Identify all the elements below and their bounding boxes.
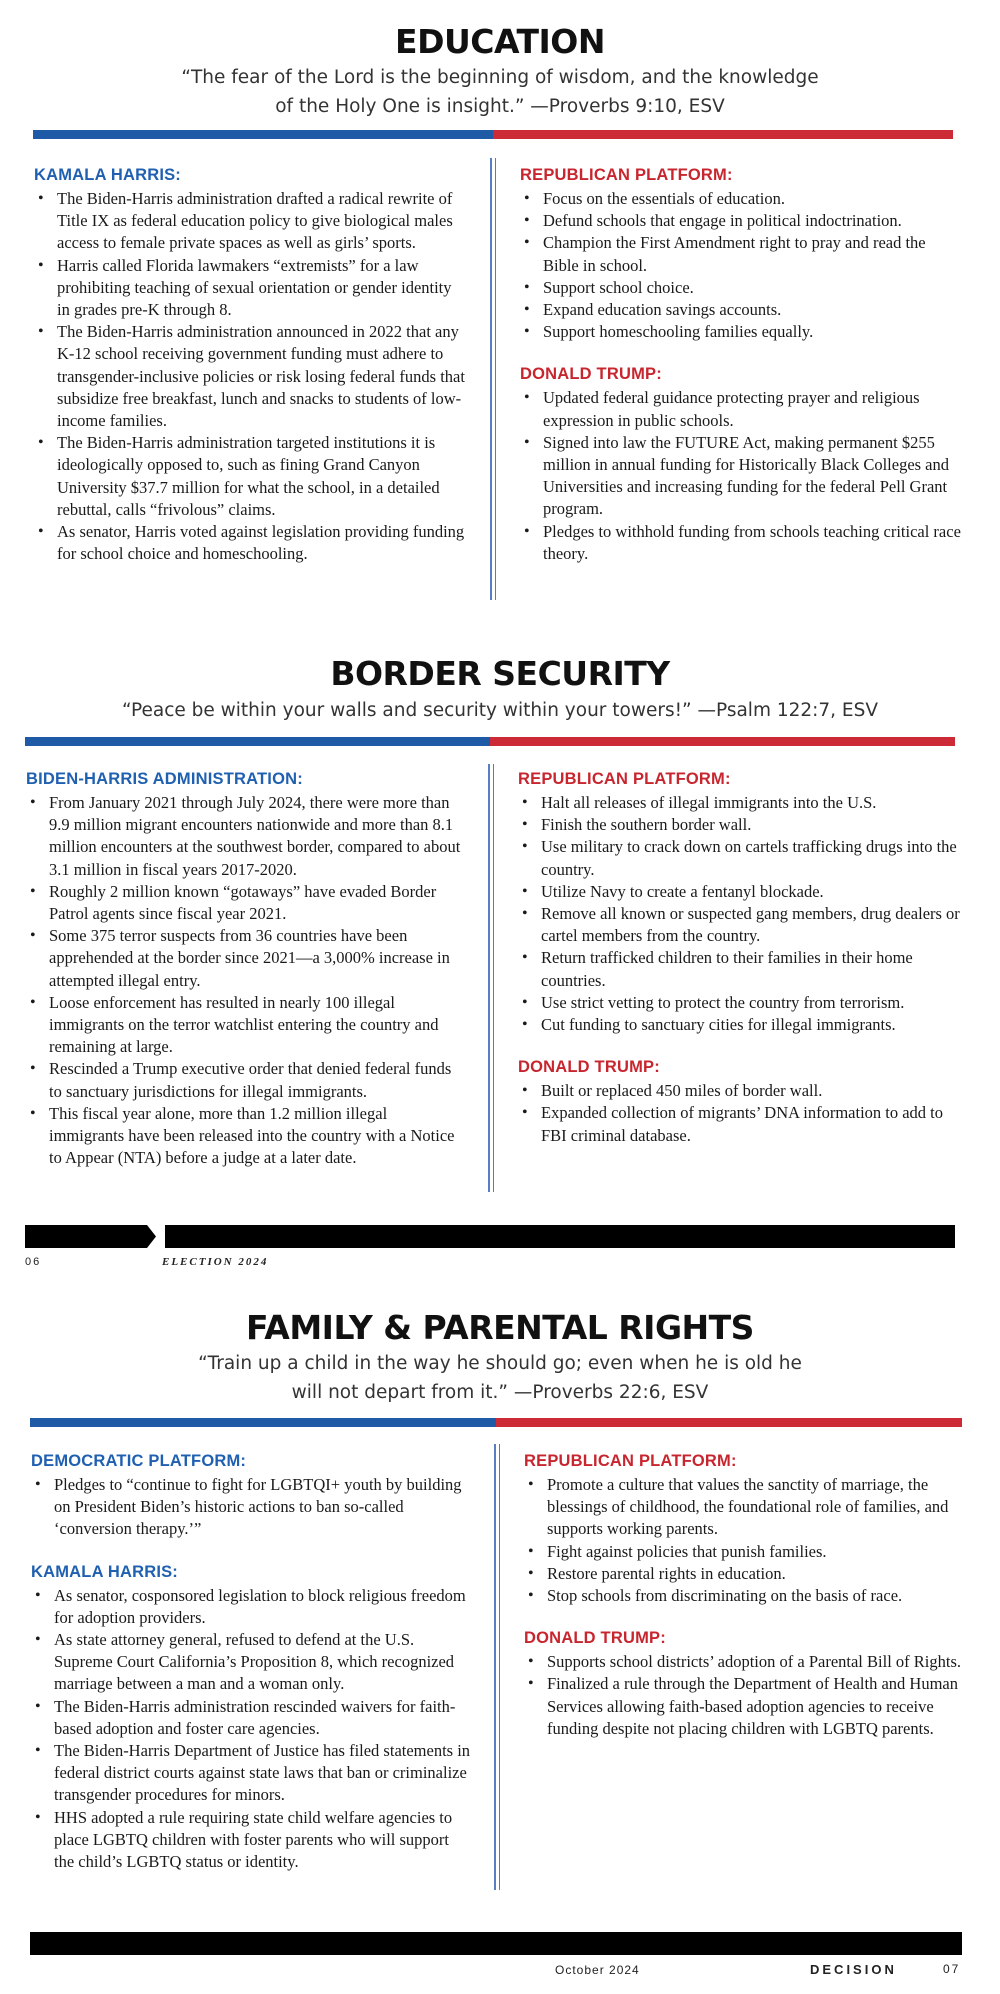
border-quote-line1: “Peace be within your walls and security within your towers!” —Psalm 122:7, ESV (121, 700, 879, 721)
education-column-divider (490, 158, 496, 600)
footer-magazine-name: DECISION (810, 1962, 897, 1977)
bullet-item: • Stop schools from discriminating on the basis of race. (547, 1585, 966, 1607)
bullet-item: • The Biden-Harris administration announced in 2022 that any K-12 school receiving government funding must adhere to transgender-inclusive policies or risk losing federal funds that subsidize free breakfast, lunch and snacks to students of low-income families. (57, 321, 466, 432)
bullet-item: • Built or replaced 450 miles of border wall. (541, 1080, 964, 1102)
family-quote-line1: “Train up a child in the way he should go; even when he is old he (198, 1353, 802, 1374)
bullet-item: • Expand education savings accounts. (543, 299, 962, 321)
footer-page-number-left: 06 (25, 1256, 42, 1268)
bullet-list (31, 1585, 471, 1874)
bullet-item: • This fiscal year alone, more than 1.2 million illegal immigrants have been released into the country with a Notice to Appear (NTA) before a judge at a later date. (49, 1103, 464, 1170)
border-color-rule (25, 737, 955, 746)
bullet-item: • Cut funding to sanctuary cities for illegal immigrants. (541, 1014, 964, 1036)
bullet-list (34, 188, 466, 565)
bullet-item: • Updated federal guidance protecting prayer and religious expression in public schools. (543, 387, 962, 431)
family-title: FAMILY & PARENTAL RIGHTS (246, 1308, 754, 1347)
bullet-item: • Pledges to withhold funding from schools teaching critical race theory. (543, 521, 962, 565)
bullet-item: • Pledges to “continue to fight for LGBTQI+ youth by building on President Biden’s historic actions to ban so-called ‘conversion therapy.’” (54, 1474, 471, 1541)
bullet-list (26, 792, 464, 1169)
border-right-column (518, 770, 964, 1147)
group-heading: DONALD TRUMP: (518, 1058, 660, 1077)
bullet-item: • Finalized a rule through the Department of Health and Human Services allowing faith-based adoption agencies to receive funding despite not placing children with LGBTQ parents. (547, 1673, 966, 1740)
bullet-list (524, 1474, 966, 1607)
family-column-divider (494, 1444, 500, 1890)
education-quote (0, 63, 1000, 121)
bullet-item: • The Biden-Harris administration drafted a radical rewrite of Title IX as federal education policy to give biological males access to female private spaces as well as girls’ sports. (57, 188, 466, 255)
bullet-item: • From January 2021 through July 2024, there were more than 9.9 million migrant encounters nationwide and more than 8.1 million encounters at the southwest border, compared to about 3.1 million in fiscal years 2017-2020. (49, 792, 464, 881)
group-heading: BIDEN-HARRIS ADMINISTRATION: (26, 770, 303, 788)
bullet-item: • As state attorney general, refused to defend at the U.S. Supreme Court California’s Proposition 8, which recognized marriage between a man and a woman only. (54, 1629, 471, 1696)
bullet-item: • Support homeschooling families equally. (543, 321, 962, 343)
bullet-item: • Champion the First Amendment right to pray and read the Bible in school. (543, 232, 962, 276)
bullet-list (518, 792, 964, 1036)
education-title: EDUCATION (395, 22, 605, 61)
group-heading: DONALD TRUMP: (524, 1629, 666, 1648)
bullet-item: • Return trafficked children to their families in their home countries. (541, 947, 964, 991)
bullet-item: • Roughly 2 million known “gotaways” have evaded Border Patrol agents since fiscal year 2021. (49, 881, 464, 925)
bullet-list (524, 1651, 966, 1740)
footer-publication-label: ELECTION 2024 (162, 1256, 269, 1268)
group-spacer (524, 1607, 966, 1629)
family-color-rule (30, 1418, 962, 1427)
group-heading: REPUBLICAN PLATFORM: (520, 166, 733, 184)
education-section (0, 0, 1000, 610)
bullet-item: • Utilize Navy to create a fentanyl blockade. (541, 881, 964, 903)
bullet-item: • Finish the southern border wall. (541, 814, 964, 836)
footer-bar-bottom (30, 1932, 962, 1955)
border-column-divider (488, 764, 494, 1192)
bullet-item: • The Biden-Harris administration rescinded waivers for faith-based adoption and foster care agencies. (54, 1696, 471, 1740)
education-quote-line2: of the Holy One is insight.” —Proverbs 9:10, ESV (275, 96, 725, 117)
bullet-list (518, 1080, 964, 1147)
bullet-item: • Loose enforcement has resulted in nearly 100 illegal immigrants on the terror watchlist entering the country and remaining at large. (49, 992, 464, 1059)
bullet-item: • The Biden-Harris administration targeted institutions it is ideologically opposed to, such as fining Grand Canyon University $37.7 million for what the school, in a detailed rebuttal, calls “frivolous” claims. (57, 432, 466, 521)
group-heading: DONALD TRUMP: (520, 365, 662, 384)
group-heading: REPUBLICAN PLATFORM: (524, 1452, 737, 1470)
bullet-item: • Rescinded a Trump executive order that denied federal funds to sanctuary jurisdictions for illegal immigrants. (49, 1058, 464, 1102)
education-left-column (34, 166, 466, 565)
border-title: BORDER SECURITY (330, 654, 670, 693)
bullet-item: • Use strict vetting to protect the country from terrorism. (541, 992, 964, 1014)
group-heading: REPUBLICAN PLATFORM: (518, 770, 731, 788)
family-quote-line2: will not depart from it.” —Proverbs 22:6, ESV (291, 1382, 709, 1403)
group-spacer (31, 1541, 471, 1563)
family-right-column (524, 1452, 966, 1740)
bullet-item: • Expanded collection of migrants’ DNA information to add to FBI criminal database. (541, 1102, 964, 1146)
group-heading: DEMOCRATIC PLATFORM: (31, 1452, 247, 1470)
group-spacer (520, 343, 962, 365)
border-left-column (26, 770, 464, 1169)
bullet-item: • Signed into law the FUTURE Act, making permanent $255 million in annual funding for Historically Black Colleges and Universities and increasing funding for the federal Pell Grant program. (543, 432, 962, 521)
bullet-item: • The Biden-Harris Department of Justice has filed statements in federal district courts against state laws that ban or criminalize transgender procedures for minors. (54, 1740, 471, 1807)
bullet-item: • Some 375 terror suspects from 36 countries have been apprehended at the border since 2021—a 3,000% increase in attempted illegal entry. (49, 925, 464, 992)
bullet-list (520, 387, 962, 565)
bullet-item: • Defund schools that engage in political indoctrination. (543, 210, 962, 232)
footer-date: October 2024 (555, 1963, 640, 1977)
education-color-rule (33, 130, 953, 139)
bullet-item: • Supports school districts’ adoption of a Parental Bill of Rights. (547, 1651, 966, 1673)
bullet-item: • As senator, cosponsored legislation to block religious freedom for adoption providers. (54, 1585, 471, 1629)
border-quote (0, 696, 1000, 725)
group-heading: KAMALA HARRIS: (34, 166, 182, 184)
bullet-item: • Restore parental rights in education. (547, 1563, 966, 1585)
bullet-item: • Fight against policies that punish families. (547, 1541, 966, 1563)
group-heading: KAMALA HARRIS: (31, 1562, 179, 1581)
bullet-item: • Promote a culture that values the sanctity of marriage, the blessings of childhood, the foundational role of families, and supports working parents. (547, 1474, 966, 1541)
bullet-item: • As senator, Harris voted against legislation providing funding for school choice and homeschooling. (57, 521, 466, 565)
group-spacer (518, 1036, 964, 1058)
bullet-list (31, 1474, 471, 1541)
border-section (0, 640, 1000, 1200)
family-quote (0, 1349, 1000, 1407)
bullet-item: • Halt all releases of illegal immigrants into the U.S. (541, 792, 964, 814)
education-quote-line1: “The fear of the Lord is the beginning of wisdom, and the knowledge (181, 67, 819, 88)
bullet-item: • Support school choice. (543, 277, 962, 299)
family-section (0, 1290, 1000, 1910)
footer-bar-top (25, 1225, 955, 1248)
bullet-item: • Use military to crack down on cartels trafficking drugs into the country. (541, 836, 964, 880)
bullet-item: • HHS adopted a rule requiring state child welfare agencies to place LGBTQ children with foster parents who will support the child’s LGBTQ status or identity. (54, 1807, 471, 1874)
footer-page-number-right: 07 (943, 1962, 961, 1976)
bullet-item: • Focus on the essentials of education. (543, 188, 962, 210)
education-right-column (520, 166, 962, 565)
family-left-column (31, 1452, 471, 1873)
bullet-item: • Remove all known or suspected gang members, drug dealers or cartel members from the country. (541, 903, 964, 947)
bullet-list (520, 188, 962, 343)
bullet-item: • Harris called Florida lawmakers “extremists” for a law prohibiting teaching of sexual orientation or gender identity in grades pre-K through 8. (57, 255, 466, 322)
